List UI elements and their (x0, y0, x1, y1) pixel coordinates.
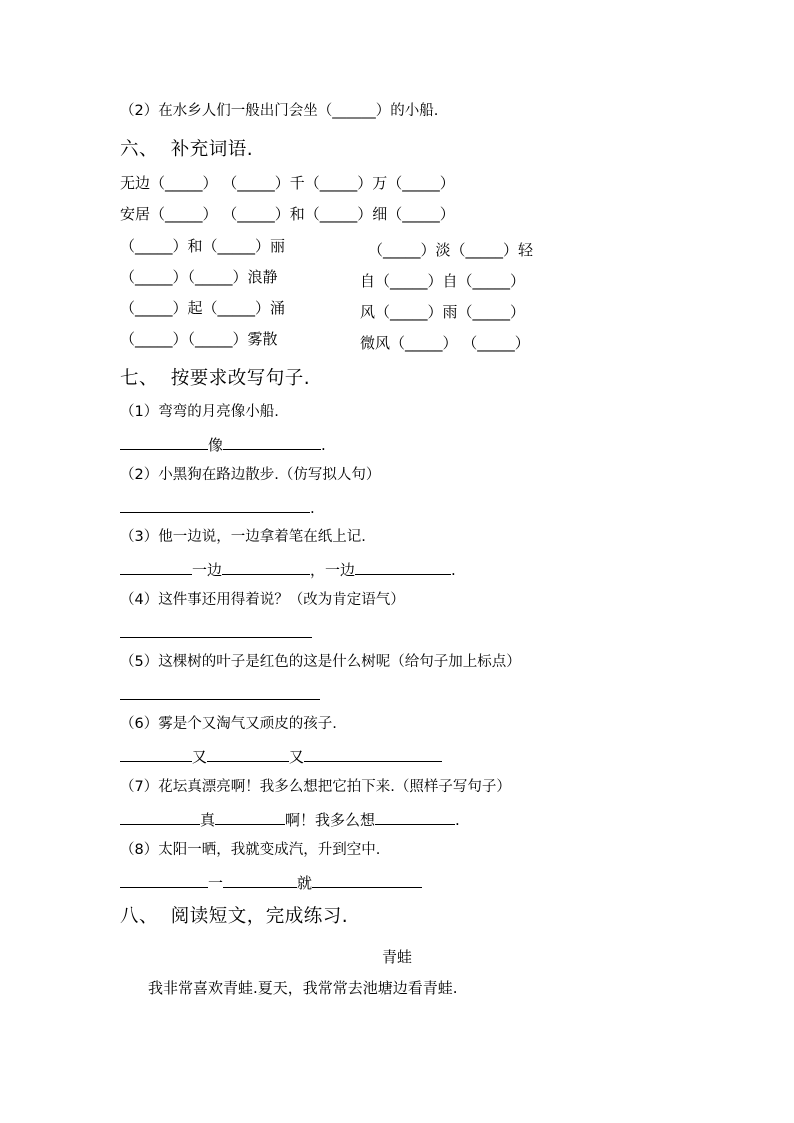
rewrite-prompt-4: （4）这件事还用得着说？（改为肯定语气） (120, 592, 405, 608)
word-row-6-left: （_____）（_____）雾散 (120, 330, 278, 348)
answer-blank[interactable] (120, 624, 312, 638)
rewrite-answer-6: 又 又 (120, 748, 442, 765)
answer-blank[interactable] (120, 748, 192, 762)
answer-blank[interactable] (375, 811, 455, 825)
answer-blank[interactable] (304, 748, 442, 762)
word-row-6-right: 微风（_____） （_____） (360, 334, 530, 352)
rewrite-answer-8: 一 就 (120, 874, 422, 891)
rewrite-prompt-7: （7）花坛真漂亮啊！我多么想把它拍下来.（照样子写句子） (120, 779, 511, 795)
word-row-5-left: （_____）起（_____）涌 (120, 299, 286, 317)
rewrite-answer-4 (120, 624, 312, 641)
rewrite-answer-2: . (120, 499, 315, 516)
answer-blank[interactable] (120, 874, 208, 888)
rewrite-answer-1: 像 . (120, 436, 326, 453)
answer-blank[interactable] (207, 748, 289, 762)
rewrite-answer-7: 真 啊！我多么想 . (120, 811, 460, 828)
rewrite-prompt-8: （8）太阳一晒，我就变成汽，升到空中. (120, 842, 381, 858)
answer-blank[interactable] (355, 561, 451, 575)
rewrite-answer-5 (120, 686, 320, 703)
answer-blank[interactable] (223, 436, 321, 450)
word-row-4-right: 自（_____）自（_____） (360, 272, 526, 290)
story-title: 青蛙 (381, 948, 412, 966)
section-7-heading: 七、 按要求改写句子. (120, 368, 311, 389)
rewrite-prompt-5: （5）这棵树的叶子是红色的这是什么树呢（给句子加上标点） (120, 654, 521, 670)
word-row-4-left: （_____）（_____）浪静 (120, 268, 278, 286)
section-6-heading: 六、 补充词语. (120, 139, 254, 160)
answer-blank[interactable] (120, 561, 192, 575)
answer-blank[interactable] (120, 686, 320, 700)
answer-blank[interactable] (222, 561, 310, 575)
rewrite-prompt-3: （3）他一边说，一边拿着笔在纸上记. (120, 529, 366, 545)
answer-blank[interactable] (120, 811, 200, 825)
answer-blank[interactable] (312, 874, 422, 888)
rewrite-answer-3: 一边 ，一边 . (120, 561, 456, 578)
rewrite-prompt-2: （2）小黑狗在路边散步.（仿写拟人句） (120, 467, 381, 483)
question-5-2: （2）在水乡人们一般出门会坐（______）的小船. (120, 103, 439, 119)
word-row-2: 安居（_____） （_____）和（_____）细（_____） (120, 205, 455, 223)
answer-blank[interactable] (120, 499, 310, 513)
rewrite-prompt-6: （6）雾是个又淘气又顽皮的孩子. (120, 716, 337, 732)
answer-blank[interactable] (120, 436, 208, 450)
word-row-1: 无边（_____） （_____）千（_____）万（_____） (120, 174, 455, 192)
section-8-heading: 八、 阅读短文，完成练习. (120, 906, 349, 927)
story-paragraph: 我非常喜欢青蛙.夏天，我常常去池塘边看青蛙. (148, 979, 458, 997)
word-row-5-right: 风（_____）雨（_____） (360, 303, 526, 321)
answer-blank[interactable] (215, 811, 285, 825)
word-row-3-left: （_____）和（_____）丽 (120, 237, 286, 255)
answer-blank[interactable] (223, 874, 297, 888)
word-row-3-right: （_____）淡（_____）轻 (368, 241, 534, 259)
rewrite-prompt-1: （1）弯弯的月亮像小船. (120, 404, 279, 420)
